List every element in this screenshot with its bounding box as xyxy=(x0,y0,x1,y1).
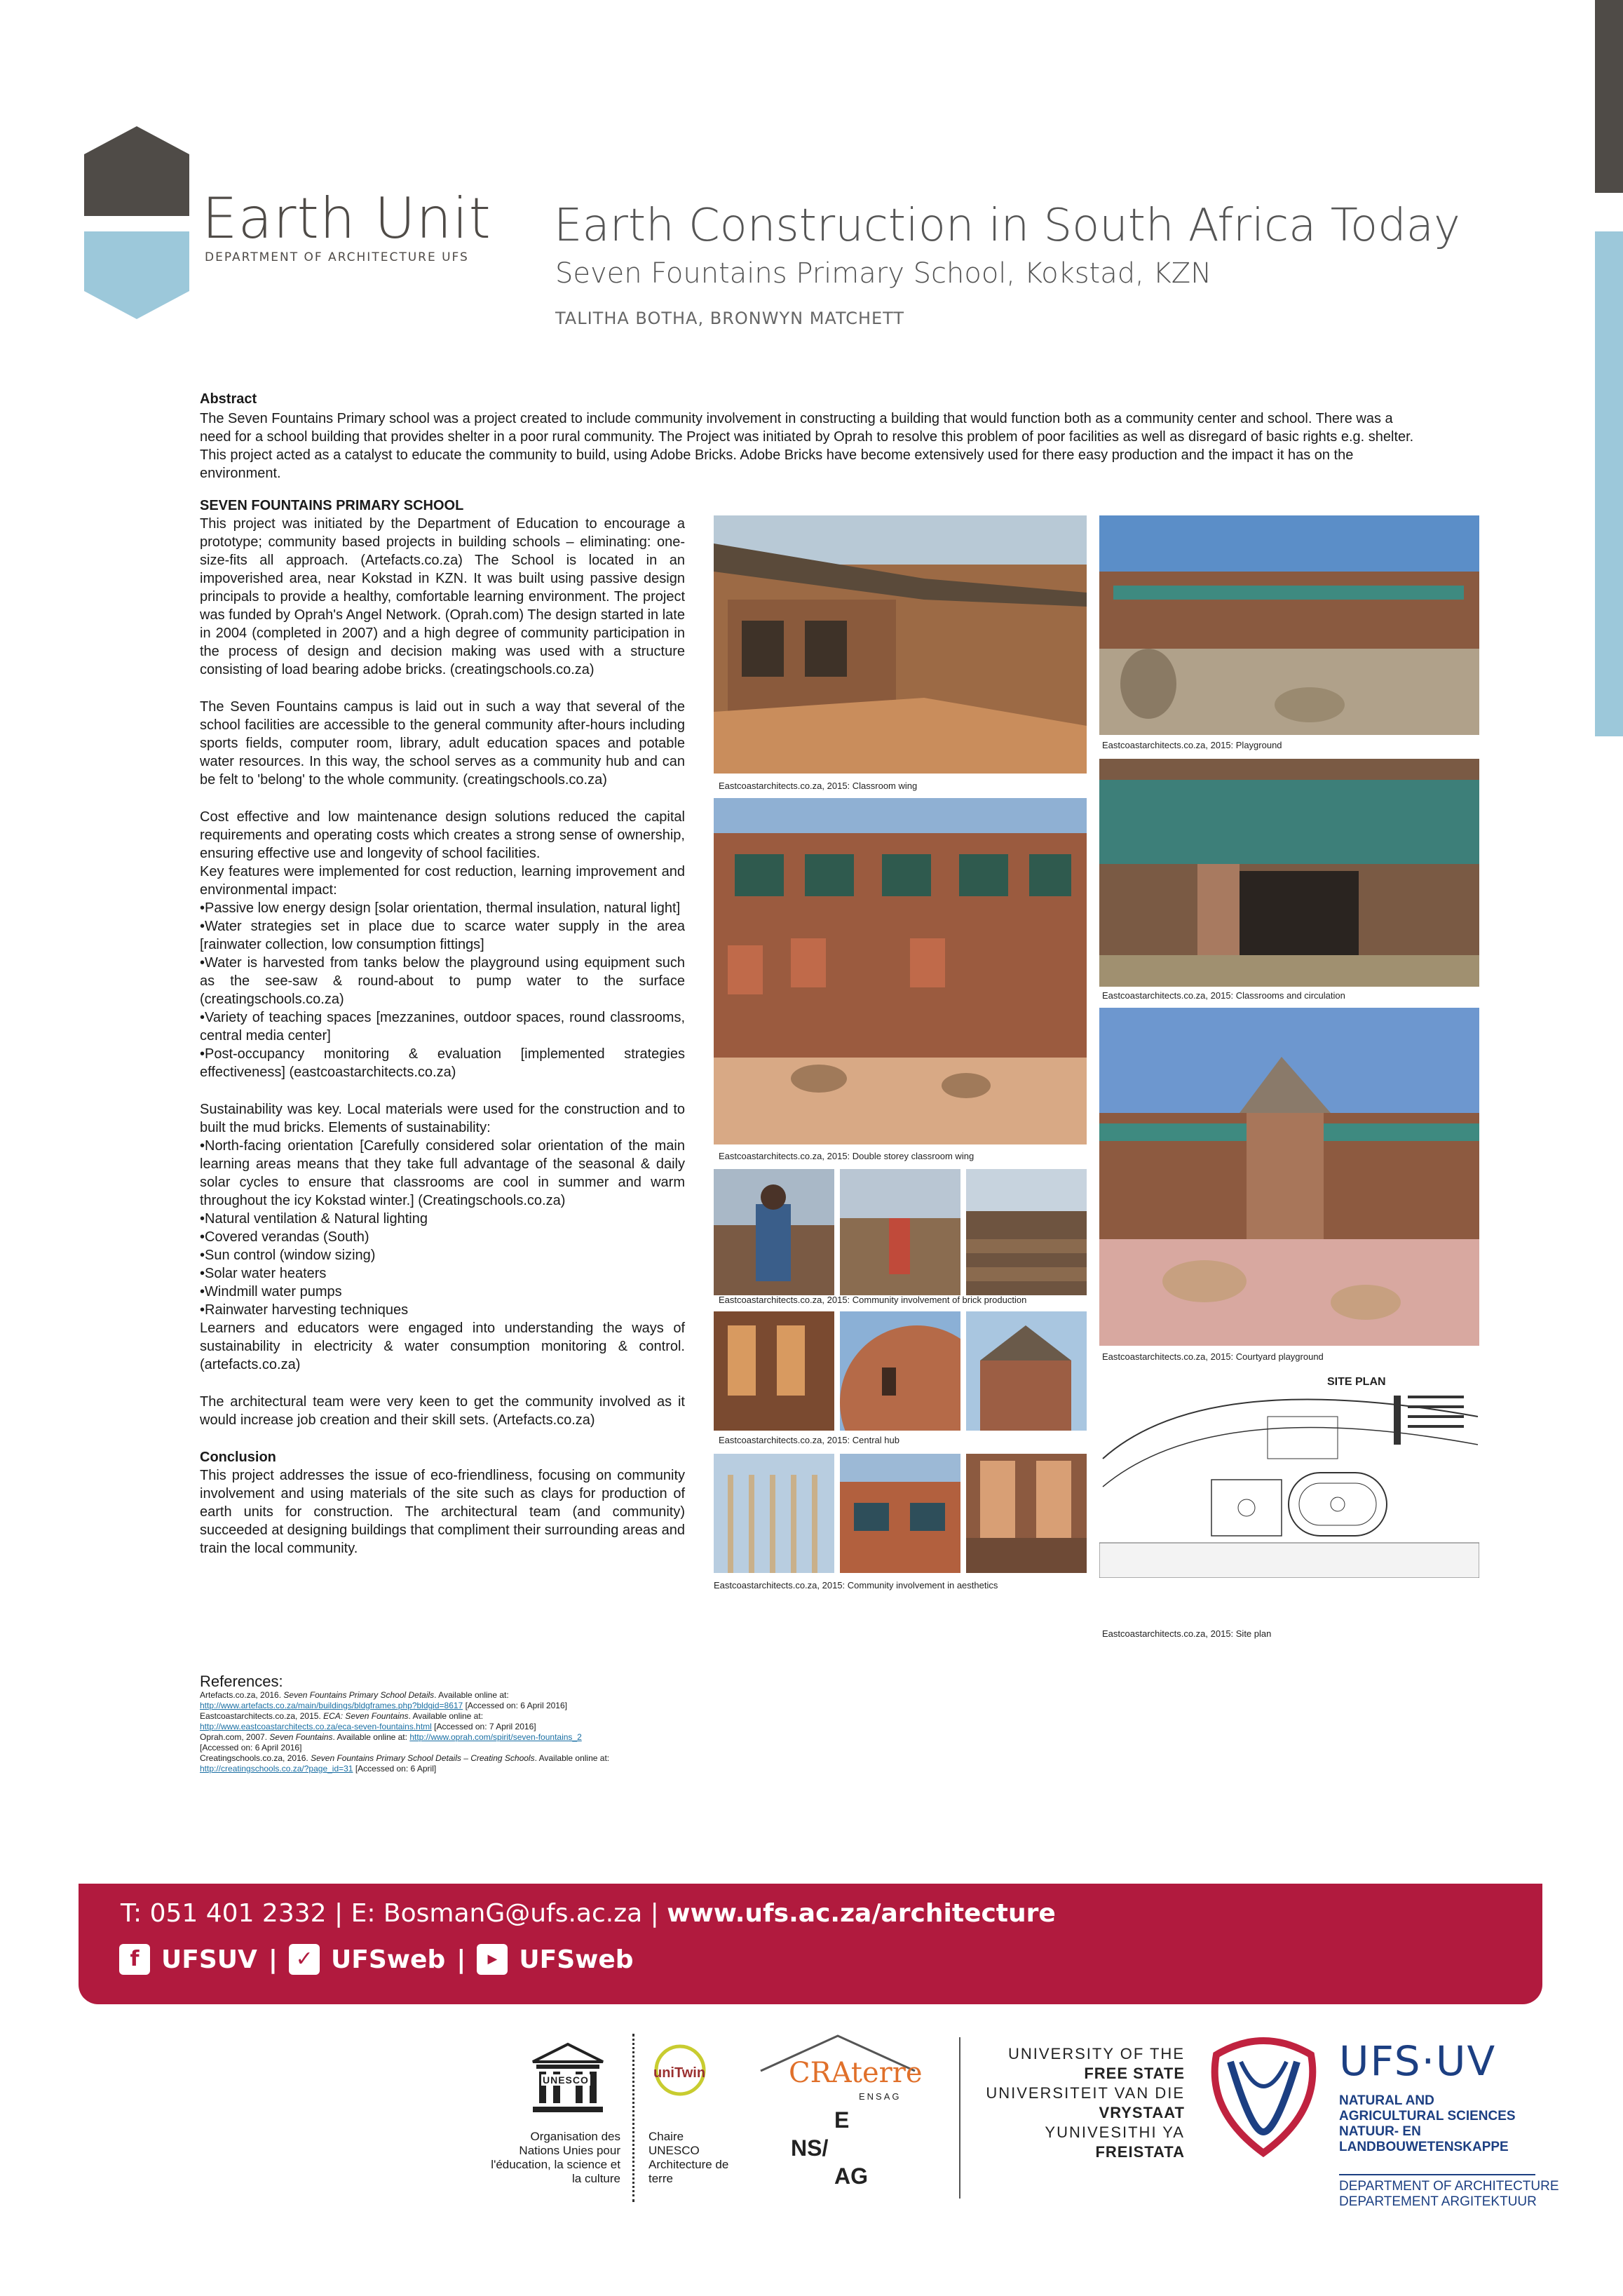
photo-brick-production-3 xyxy=(966,1169,1087,1295)
photo-brick-production-1 xyxy=(714,1169,834,1295)
photo-aesthetics-1 xyxy=(714,1454,834,1573)
photo-aesthetics-3 xyxy=(966,1454,1087,1573)
photo-brick-production-2 xyxy=(840,1169,960,1295)
paragraph-key-features: Key features were implemented for cost reduction, learning improvement and environmental impact: xyxy=(200,864,685,898)
conclusion-heading: Conclusion xyxy=(200,1450,276,1465)
paragraph-intro: This project was initiated by the Department of Education to encourage a prototype; community based projects in building schools – eliminating: one-size-fits all approach. (Artefacts.co.za) The School is located in an impoverished area, near Kokstad in KZN. It was built using passive design principals to provide a healthy, comfortable learning environment. The project was funded by Oprah's Angel Network. (Oprah.com) The design started in late in 2004 (completed in 2007) and a high degree of community participation in the process of design and decision making was used with a structure consisting of load bearing adobe bricks. (creatingschools.co.za) xyxy=(200,516,685,677)
photo-aesthetics-2 xyxy=(840,1454,960,1573)
abstract-heading: Abstract xyxy=(200,391,257,407)
caption-brick-production: Eastcoastarchitects.co.za, 2015: Community involvement of brick production xyxy=(719,1295,1027,1305)
ufs-university-name: UNIVERSITY OF THE FREE STATE UNIVERSITEIT VAN DIE VRYSTAAT YUNIVESITHI YA FREISTATA xyxy=(986,2045,1185,2161)
site-plan-drawing xyxy=(1099,1375,1479,1578)
paragraph-team: The architectural team were very keen to get the community involved as it would increase job creation and their skill sets. (Artefacts.co.za) xyxy=(200,1394,685,1428)
ensag-ns: NS/ xyxy=(791,2135,829,2161)
list-item: •Solar water heaters xyxy=(200,1266,327,1281)
earth-unit-logo-icon xyxy=(84,126,189,319)
photo-circulation xyxy=(1099,759,1479,987)
list-item: •Natural ventilation & Natural lighting xyxy=(200,1211,428,1227)
photo-central-hub-2 xyxy=(840,1311,960,1431)
caption-double-storey: Eastcoastarchitects.co.za, 2015: Double storey classroom wing xyxy=(719,1151,975,1161)
youtube-icon[interactable]: ▶ xyxy=(477,1944,508,1975)
conclusion-text: This project addresses the issue of eco-friendliness, focusing on community involvement and using materials of the site such as clays for production of earth units for construction. The architectural team (and community) succeeded at designing buildings that compliment their surrounding areas and train the local community. xyxy=(200,1468,685,1556)
edge-tab-dark xyxy=(1595,0,1623,193)
caption-classroom-wing: Eastcoastarchitects.co.za, 2015: Classroom wing xyxy=(719,781,918,791)
unesco-word: UNESCO xyxy=(543,2074,589,2086)
caption-central-hub: Eastcoastarchitects.co.za, 2015: Central hub xyxy=(719,1435,899,1445)
paragraph-learners: Learners and educators were engaged into understanding the ways of sustainability in electricity & water consumption monitoring & control. (artefacts.co.za) xyxy=(200,1321,685,1372)
list-item: •Rainwater harvesting techniques xyxy=(200,1302,409,1318)
logo-subtitle: DEPARTMENT OF ARCHITECTURE UFS xyxy=(205,250,469,264)
authors: TALITHA BOTHA, BRONWYN MATCHETT xyxy=(555,309,905,328)
faculty-name: NATURAL AND AGRICULTURAL SCIENCES NATUUR- EN LANDBOUWETENSKAPPE xyxy=(1339,2093,1516,2154)
craterre-word: CRAterre xyxy=(789,2057,923,2089)
list-item: •Variety of teaching spaces [mezzanines, outdoor spaces, round classrooms, central media center] xyxy=(200,1010,685,1044)
divider xyxy=(632,2034,634,2202)
list-item: •Post-occupancy monitoring & evaluation [implemented strategies effectiveness] (eastcoastarchitects.co.za) xyxy=(200,1046,685,1080)
social-line: f UFSUV | ✓ UFSweb | ▶ UFSweb xyxy=(119,1944,634,1975)
phone-number: T: 051 401 2332 xyxy=(121,1899,327,1928)
edge-tab-blue xyxy=(1595,231,1623,736)
facebook-icon[interactable]: f xyxy=(119,1944,150,1975)
department-name: DEPARTMENT OF ARCHITECTURE DEPARTEMENT ARGITEKTUUR xyxy=(1339,2179,1559,2209)
caption-site-plan: Eastcoastarchitects.co.za, 2015: Site plan xyxy=(1102,1628,1272,1639)
list-item: •Water is harvested from tanks below the playground using equipment such as the see-saw & round-about to pump water to the surface (creatingschools.co.za) xyxy=(200,955,685,1007)
ensag-ag: AG xyxy=(834,2163,868,2189)
photo-playground xyxy=(1099,515,1479,735)
twitter-icon[interactable]: ✓ xyxy=(289,1944,320,1975)
ufs-crest-icon xyxy=(1202,2034,1325,2160)
page-title: Earth Construction in South Africa Today xyxy=(554,200,1460,252)
page-subtitle: Seven Fountains Primary School, Kokstad, KZN xyxy=(555,257,1212,290)
caption-playground: Eastcoastarchitects.co.za, 2015: Playground xyxy=(1102,740,1282,750)
abstract-text: The Seven Fountains Primary school was a project created to include community involvement in constructing a building that would function both as a community center and school. There was a need for a school building that provides shelter in a poor rural community. The Project was initiated by Oprah to resolve this problem of poor facilities as well as disregard of basic rights e.g. shelter. This project acted as a catalyst to educate the community to build, using Adobe Bricks. Adobe Bricks have become extensively used for there easy production and the impact it has on the environment. xyxy=(200,411,1414,481)
reference-link[interactable]: http://www.oprah.com/spirit/seven-fountains_2 xyxy=(409,1732,582,1742)
website-link[interactable]: www.ufs.ac.za/architecture xyxy=(667,1899,1056,1928)
section-heading: SEVEN FOUNTAINS PRIMARY SCHOOL xyxy=(200,498,464,513)
facebook-handle[interactable]: UFSUV xyxy=(161,1945,257,1974)
unitwin-word: uniTwin xyxy=(653,2065,706,2081)
reference-link[interactable]: http://www.artefacts.co.za/main/buildings/bldgframes.php?bldgid=8617 xyxy=(200,1701,463,1710)
unitwin-text: Chaire UNESCO Architecture de terre xyxy=(648,2130,729,2185)
twitter-handle[interactable]: UFSweb xyxy=(331,1945,446,1974)
site-plan-label: SITE PLAN xyxy=(1327,1376,1386,1388)
unesco-text: Organisation des Nations Unies pour l'éducation, la science et la culture xyxy=(491,2130,620,2185)
paragraph-campus: The Seven Fountains campus is laid out in such a way that several of the school facilities are accessible to the general community after-hours including sports fields, computer room, library, adult education spaces and potable water resources. In this way, the school serves as a community hub and can be felt to 'belong' to the whole community. (creatingschools.co.za) xyxy=(200,699,685,788)
references-heading: References: xyxy=(200,1673,283,1690)
paragraph-cost: Cost effective and low maintenance design solutions reduced the capital requirements and operating costs which creates a strong sense of ownership, ensuring effective use and longevity of school facilities. xyxy=(200,809,685,861)
photo-central-hub-3 xyxy=(966,1311,1087,1431)
reference-link[interactable]: http://creatingschools.co.za/?page_id=31 xyxy=(200,1764,353,1774)
ufs-uv-wordmark: UFS·UV xyxy=(1339,2037,1497,2085)
list-item: •Water strategies set in place due to scarce water supply in the area [rainwater collection, low consumption fittings] xyxy=(200,919,685,952)
photo-double-storey xyxy=(714,798,1087,1144)
paragraph-sustainability: Sustainability was key. Local materials were used for the construction and to built the mud bricks. Elements of sustainability: xyxy=(200,1102,685,1135)
photo-courtyard xyxy=(1099,1008,1479,1346)
caption-circulation: Eastcoastarchitects.co.za, 2015: Classrooms and circulation xyxy=(1102,990,1345,1001)
main-text-column xyxy=(200,497,685,1576)
list-item: •Passive low energy design [solar orientation, thermal insulation, natural light] xyxy=(200,900,681,916)
list-item: •Covered verandas (South) xyxy=(200,1229,369,1245)
photo-central-hub-1 xyxy=(714,1311,834,1431)
divider xyxy=(1339,2174,1535,2175)
contact-line: T: 051 401 2332 | E: BosmanG@ufs.ac.za | www.ufs.ac.za/architecture xyxy=(121,1899,1056,1928)
caption-courtyard: Eastcoastarchitects.co.za, 2015: Courtyard playground xyxy=(1102,1351,1324,1362)
youtube-handle[interactable]: UFSweb xyxy=(519,1945,634,1974)
craterre-ensag: ENSAG xyxy=(859,2091,902,2102)
caption-aesthetics: Eastcoastarchitects.co.za, 2015: Community involvement in aesthetics xyxy=(714,1580,998,1591)
logo-title: Earth Unit xyxy=(202,186,491,251)
divider xyxy=(959,2037,960,2199)
ensag-e: E xyxy=(834,2107,850,2133)
photo-classroom-wing xyxy=(714,515,1087,774)
references-list: Artefacts.co.za, 2016. Seven Fountains Primary School Details. Available online at: http://www.artefacts.co.za/main/buildings/bldgframes.php?bldgid=8617 [Accessed on: 6 April 2016] Eastcoastarchitects.co.za, 2015. ECA: Seven Fountains. Available online at: http://www.eastcoastarchitects.co.za/eca-seven-fountains.html [Accessed on: 7 April 2016] Oprah.com, 2007. Seven Fountains. Available online at: http://www.oprah.com/spirit/seven-fountains_2 [Accessed on: 6 April 2016] Creatingschools.co.za, 2016. Seven Fountains Primary School Details – Creating Schools. Available online at: http://creatingschools.co.za/?page_id=31 [Accessed on: 6 April] xyxy=(200,1690,610,1774)
footer-bar xyxy=(79,1884,1542,2004)
reference-link[interactable]: http://www.eastcoastarchitects.co.za/eca-seven-fountains.html xyxy=(200,1722,432,1731)
email-link[interactable]: E: BosmanG@ufs.ac.za xyxy=(351,1899,643,1928)
list-item: •Windmill water pumps xyxy=(200,1284,342,1299)
list-item: •Sun control (window sizing) xyxy=(200,1248,376,1263)
list-item: •North-facing orientation [Carefully considered solar orientation of the main learning areas means that they take full advantage of the seasonal & daily solar cycles to ensure that classrooms are cool in summer and warm throughout the icy Kokstad winter.] (Creatingschools.co.za) xyxy=(200,1138,685,1208)
